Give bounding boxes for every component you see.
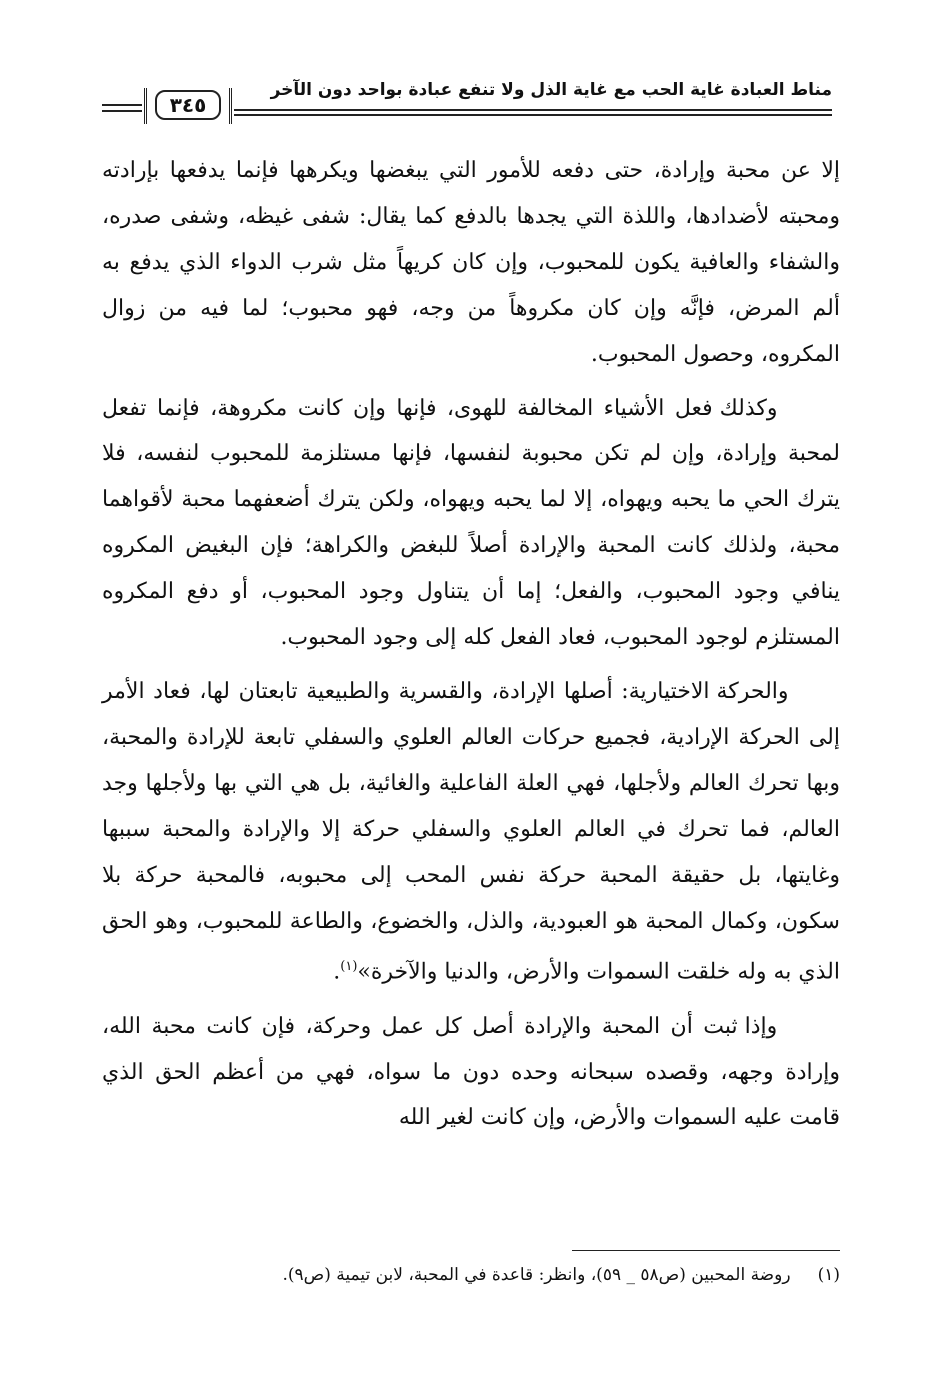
paragraph-2-indent: [778, 396, 840, 421]
footnote-marker: (١): [817, 1265, 840, 1285]
paragraph-4-text: وإذا ثبت أن المحبة والإرادة أصل كل عمل وحركة، فإن كانت محبة الله، وإرادة وجهه، وقصده سبحانه وحده دون ما سواه، فهي من أعظم الحق الذي قامت عليه السموات والأرض، وإن كانت لغير الله: [102, 1013, 840, 1131]
header-rule-left-bottom: [102, 110, 142, 112]
header-title: مناط العبادة غاية الحب مع غاية الذل ولا تنفع عبادة بواحد دون الآخر: [270, 80, 832, 100]
paragraph-4: [102, 1004, 840, 1142]
main-text: [102, 148, 840, 1141]
page-number: ٣٤٥: [155, 90, 221, 120]
paragraph-3-text: والحركة الاختيارية: أصلها الإرادة، والقسرية والطبيعية تابعتان لها، فعاد الأمر إلى الحركة الإرادية، فجميع حركات العالم العلوي والسفلي تابعة للإرادة والمحبة، وبها تحرك العالم ولأجلها، فهي العلة الفاعلية والغائية، بل هي التي بها ولأجلها وجد العالم، فما تحرك في العالم العلوي والسفلي حركة إلا والإرادة والمحبة سببها وغايتها، بل حقيقة المحبة حركة نفس المحب إلى محبوبه، فالمحبة حركة بلا سكون، وكمال المحبة هو العبودية، والذل، والخضوع، والطاعة للمحبوب، وهو الحق الذي به وله خلقت السموات والأرض، والدنيا والآخرة»: [102, 678, 840, 985]
header-rule-bottom: [234, 114, 832, 116]
page-number-frame: [144, 88, 232, 124]
paragraph-2-text: وكذلك فعل الأشياء المخالفة للهوى، فإنها وإن كانت مكروهة، فإنما تفعل لمحبة وإرادة، وإن لم تكن محبوبة لنفسها، فإنها مستلزمة للمحبوب لنفسه، فلا يترك الحي ما يحبه ويهواه، إلا لما يحبه ويهواه، ولكن يترك أضعفهما محبة لأقواهما محبة، ولذلك كانت المحبة والإرادة أصلاً للبغض والكراهة؛ فإن البغيض المكروه ينافي وجود المحبوب، والفعل؛ إما أن يتناول وجود المحبوب، أو دفع المكروه المستلزم لوجود المحبوب، فعاد الفعل كله إلى وجود المحبوب.: [102, 395, 840, 651]
footnote-reference: (١): [340, 959, 358, 975]
footnote: [100, 1262, 840, 1288]
paragraph-3-tail: .: [333, 959, 341, 985]
footnote-gap: [796, 1265, 812, 1285]
paragraph-2: [102, 386, 840, 661]
running-header: [102, 78, 832, 130]
footnote-separator: [572, 1250, 840, 1251]
header-rule-top: [234, 109, 832, 111]
paragraph-4-indent: [777, 1014, 840, 1039]
header-rule-left-top: [102, 104, 142, 106]
paragraph-3: [102, 669, 840, 996]
paragraph-1: إلا عن محبة وإرادة، حتى دفعه للأمور التي يبغضها ويكرهها فإنما يدفعها بإرادته ومحبته لأضدادها، واللذة التي يجدها بالدفع كما يقال: شفى غيظه، وشفى صدره، والشفاء والعافية يكون للمحبوب، وإن كان كريهاً مثل شرب الدواء الذي يدفع به ألم المرض، فإنَّه وإن كان مكروهاً من وجه، فهو محبوب؛ لما فيه من زوال المكروه، وحصول المحبوب.: [102, 158, 840, 367]
paragraph-3-indent: [789, 679, 840, 704]
footnote-text: روضة المحبين (ص٥٨ _ ٥٩)، وانظر: قاعدة في المحبة، لابن تيمية (ص٩).: [282, 1265, 791, 1285]
